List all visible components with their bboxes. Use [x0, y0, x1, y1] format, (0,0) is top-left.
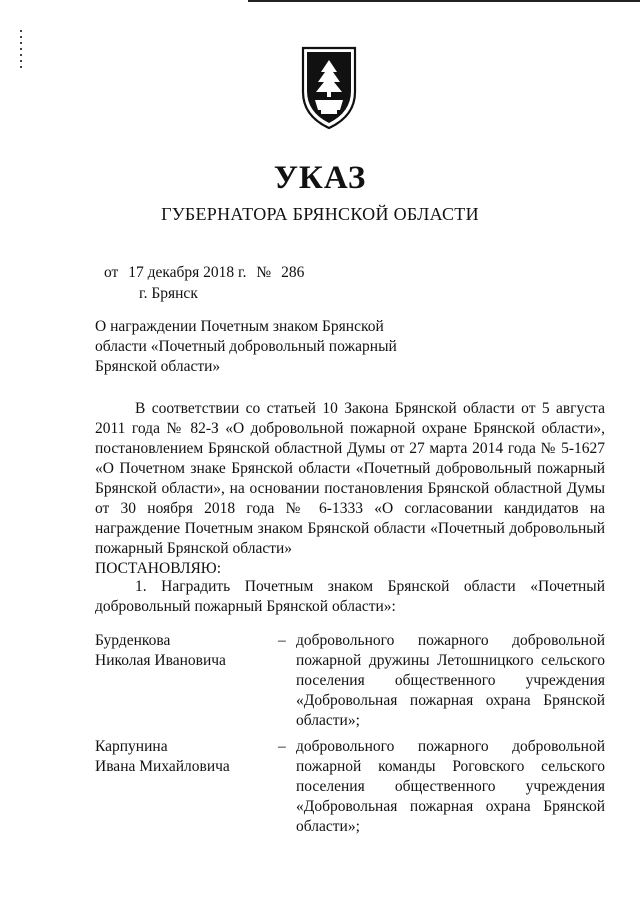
document-subtitle: ГУБЕРНАТОРА БРЯНСКОЙ ОБЛАСТИ [161, 204, 479, 224]
date-number-line [104, 264, 310, 282]
document-date: 17 декабря 2018 г. [128, 264, 247, 281]
awardee-dash: – [278, 738, 286, 755]
bryansk-coat-of-arms-icon [299, 44, 359, 130]
awardee-given-names: Николая Ивановича [95, 652, 226, 669]
awardee-description: добровольного пожарного добровольной пожарной команды Роговского сельского поселения общественного учреждения «Добровольная пожарная охрана Брянской области»; [296, 738, 605, 835]
subject-line: Брянской области» [95, 358, 221, 375]
awardee-name [95, 631, 275, 671]
awardee-description: добровольного пожарного добровольной пожарной дружины Летошницкого сельского поселения общественного учреждения «Добровольная пожарная охрана Брянской области»; [296, 632, 605, 729]
awardee-name [95, 737, 275, 777]
subject-line: О награждении Почетным знаком Брянской [95, 318, 384, 335]
preamble-paragraph: В соответствии со статьей 10 Закона Брянской области от 5 августа 2011 года № 82-З «О добровольной пожарной охране Брянской области», постановлением Брянской областной Думы от 27 марта 2014 года № 5-1627 «О Почетном знаке Брянской области «Почетный добровольный пожарный Брянской области», на основании постановления Брянской областной Думы от 30 ноября 2018 года № 6-1333 «О согласовании кандидатов на награждение Почетным знаком Брянской области «Почетный добровольный пожарный Брянской области» [95, 400, 605, 557]
decree-word: ПОСТАНОВЛЯЮ: [95, 560, 222, 577]
date-prefix: от [104, 264, 119, 281]
document-number: 286 [281, 264, 305, 281]
number-sign: № [256, 264, 272, 281]
document-body [95, 399, 605, 579]
awardee-surname: Карпунина [95, 738, 168, 755]
scan-edge-line [248, 0, 640, 2]
document-title: УКАЗ [273, 160, 367, 196]
awardee-surname: Бурденкова [95, 632, 171, 649]
awardee-given-names: Ивана Михайловича [95, 758, 230, 775]
scan-margin-marks [20, 30, 22, 70]
document-city: г. Брянск [139, 285, 198, 302]
subject-line: области «Почетный добровольный пожарный [95, 338, 397, 355]
clause-1: 1. Наградить Почетным знаком Брянской области «Почетный добровольный пожарный Брянской области»: [95, 578, 605, 615]
document-subject [95, 317, 405, 377]
awardee-dash: – [278, 632, 286, 649]
